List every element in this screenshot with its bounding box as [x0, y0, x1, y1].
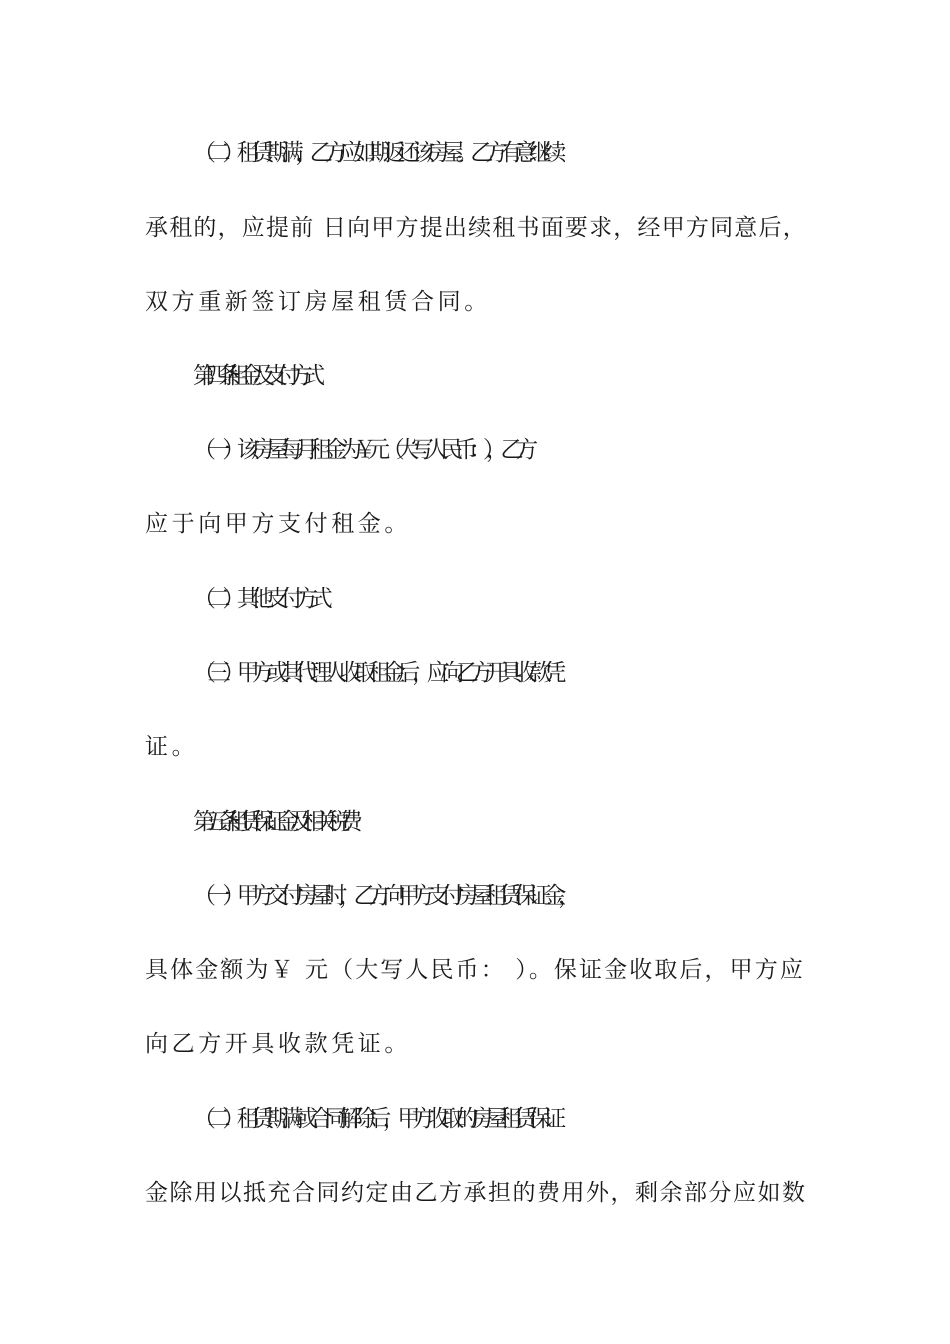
paragraph-line: 向乙方开具收款凭证。 — [145, 1031, 411, 1057]
section-heading-article-4: 第四条 租金及支付方式 — [193, 363, 315, 389]
paragraph-line: （一）该房屋每月租金为￥ 元（大写人民币： ），乙方 — [193, 437, 530, 463]
paragraph-line: 承租的，应提前 日向甲方提出续租书面要求，经甲方同意后， — [145, 215, 807, 241]
paragraph-line: 具体金额为￥ 元（大写人民币： ）。保证金收取后，甲方应 — [145, 957, 805, 983]
paragraph-line: （二）其他支付方式 — [193, 586, 325, 612]
paragraph-line: 应于向甲方支付租金。 — [145, 511, 411, 537]
section-heading-article-5: 第五条 租赁保证金及相关税费 — [193, 809, 353, 835]
paragraph-line: （二）租赁期满，乙方应如期返还该房屋。乙方有意继续 — [193, 140, 559, 166]
paragraph-line: 证。 — [145, 734, 199, 760]
paragraph-line: （一）甲方交付房屋时，乙方向甲方支付房屋租赁保证金， — [193, 883, 573, 909]
paragraph-line: 双方重新签订房屋租赁合同。 — [145, 289, 491, 315]
paragraph-line: 金除用以抵充合同约定由乙方承担的费用外，剩余部分应如数 — [145, 1180, 807, 1206]
paragraph-line: （三）甲方或其代理人收取租金后，应向乙方开具收款凭 — [193, 660, 559, 686]
paragraph-line: （二）租赁期满或合同解除后，甲方收取的房屋租赁保证 — [193, 1106, 559, 1132]
